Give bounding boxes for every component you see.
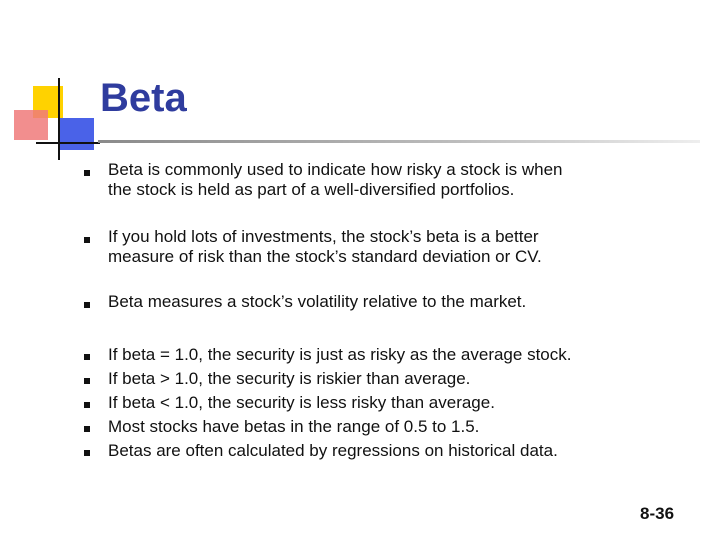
bullet-line: Beta is commonly used to indicate how risky a stock is when (108, 160, 563, 179)
bullet-line: If beta > 1.0, the security is riskier than average. (108, 369, 471, 388)
bullet-marker-icon (84, 402, 90, 408)
bullet-line: If beta = 1.0, the security is just as risky as the average stock. (108, 345, 572, 364)
bullet-marker-icon (84, 354, 90, 360)
page-number: 8-36 (640, 504, 675, 523)
bullet-marker-icon (84, 426, 90, 432)
bullet-line: the stock is held as part of a well-diversified portfolios. (108, 180, 515, 199)
bullet-marker-icon (84, 237, 90, 243)
slide-title: Beta (100, 76, 187, 120)
bullet-line: measure of risk than the stock’s standard deviation or CV. (108, 247, 542, 266)
bullet-marker-icon (84, 170, 90, 176)
bullet-line: Beta measures a stock’s volatility relative to the market. (108, 292, 527, 311)
bullet-line: If you hold lots of investments, the stock’s beta is a better (108, 227, 539, 246)
bullet-marker-icon (84, 302, 90, 308)
bullet-marker-icon (84, 378, 90, 384)
bullet-marker-icon (84, 450, 90, 456)
bullet-line: Most stocks have betas in the range of 0.5 to 1.5. (108, 417, 480, 436)
bullet-line: Betas are often calculated by regressions on historical data. (108, 441, 558, 460)
bullet-line: If beta < 1.0, the security is less risky than average. (108, 393, 495, 412)
